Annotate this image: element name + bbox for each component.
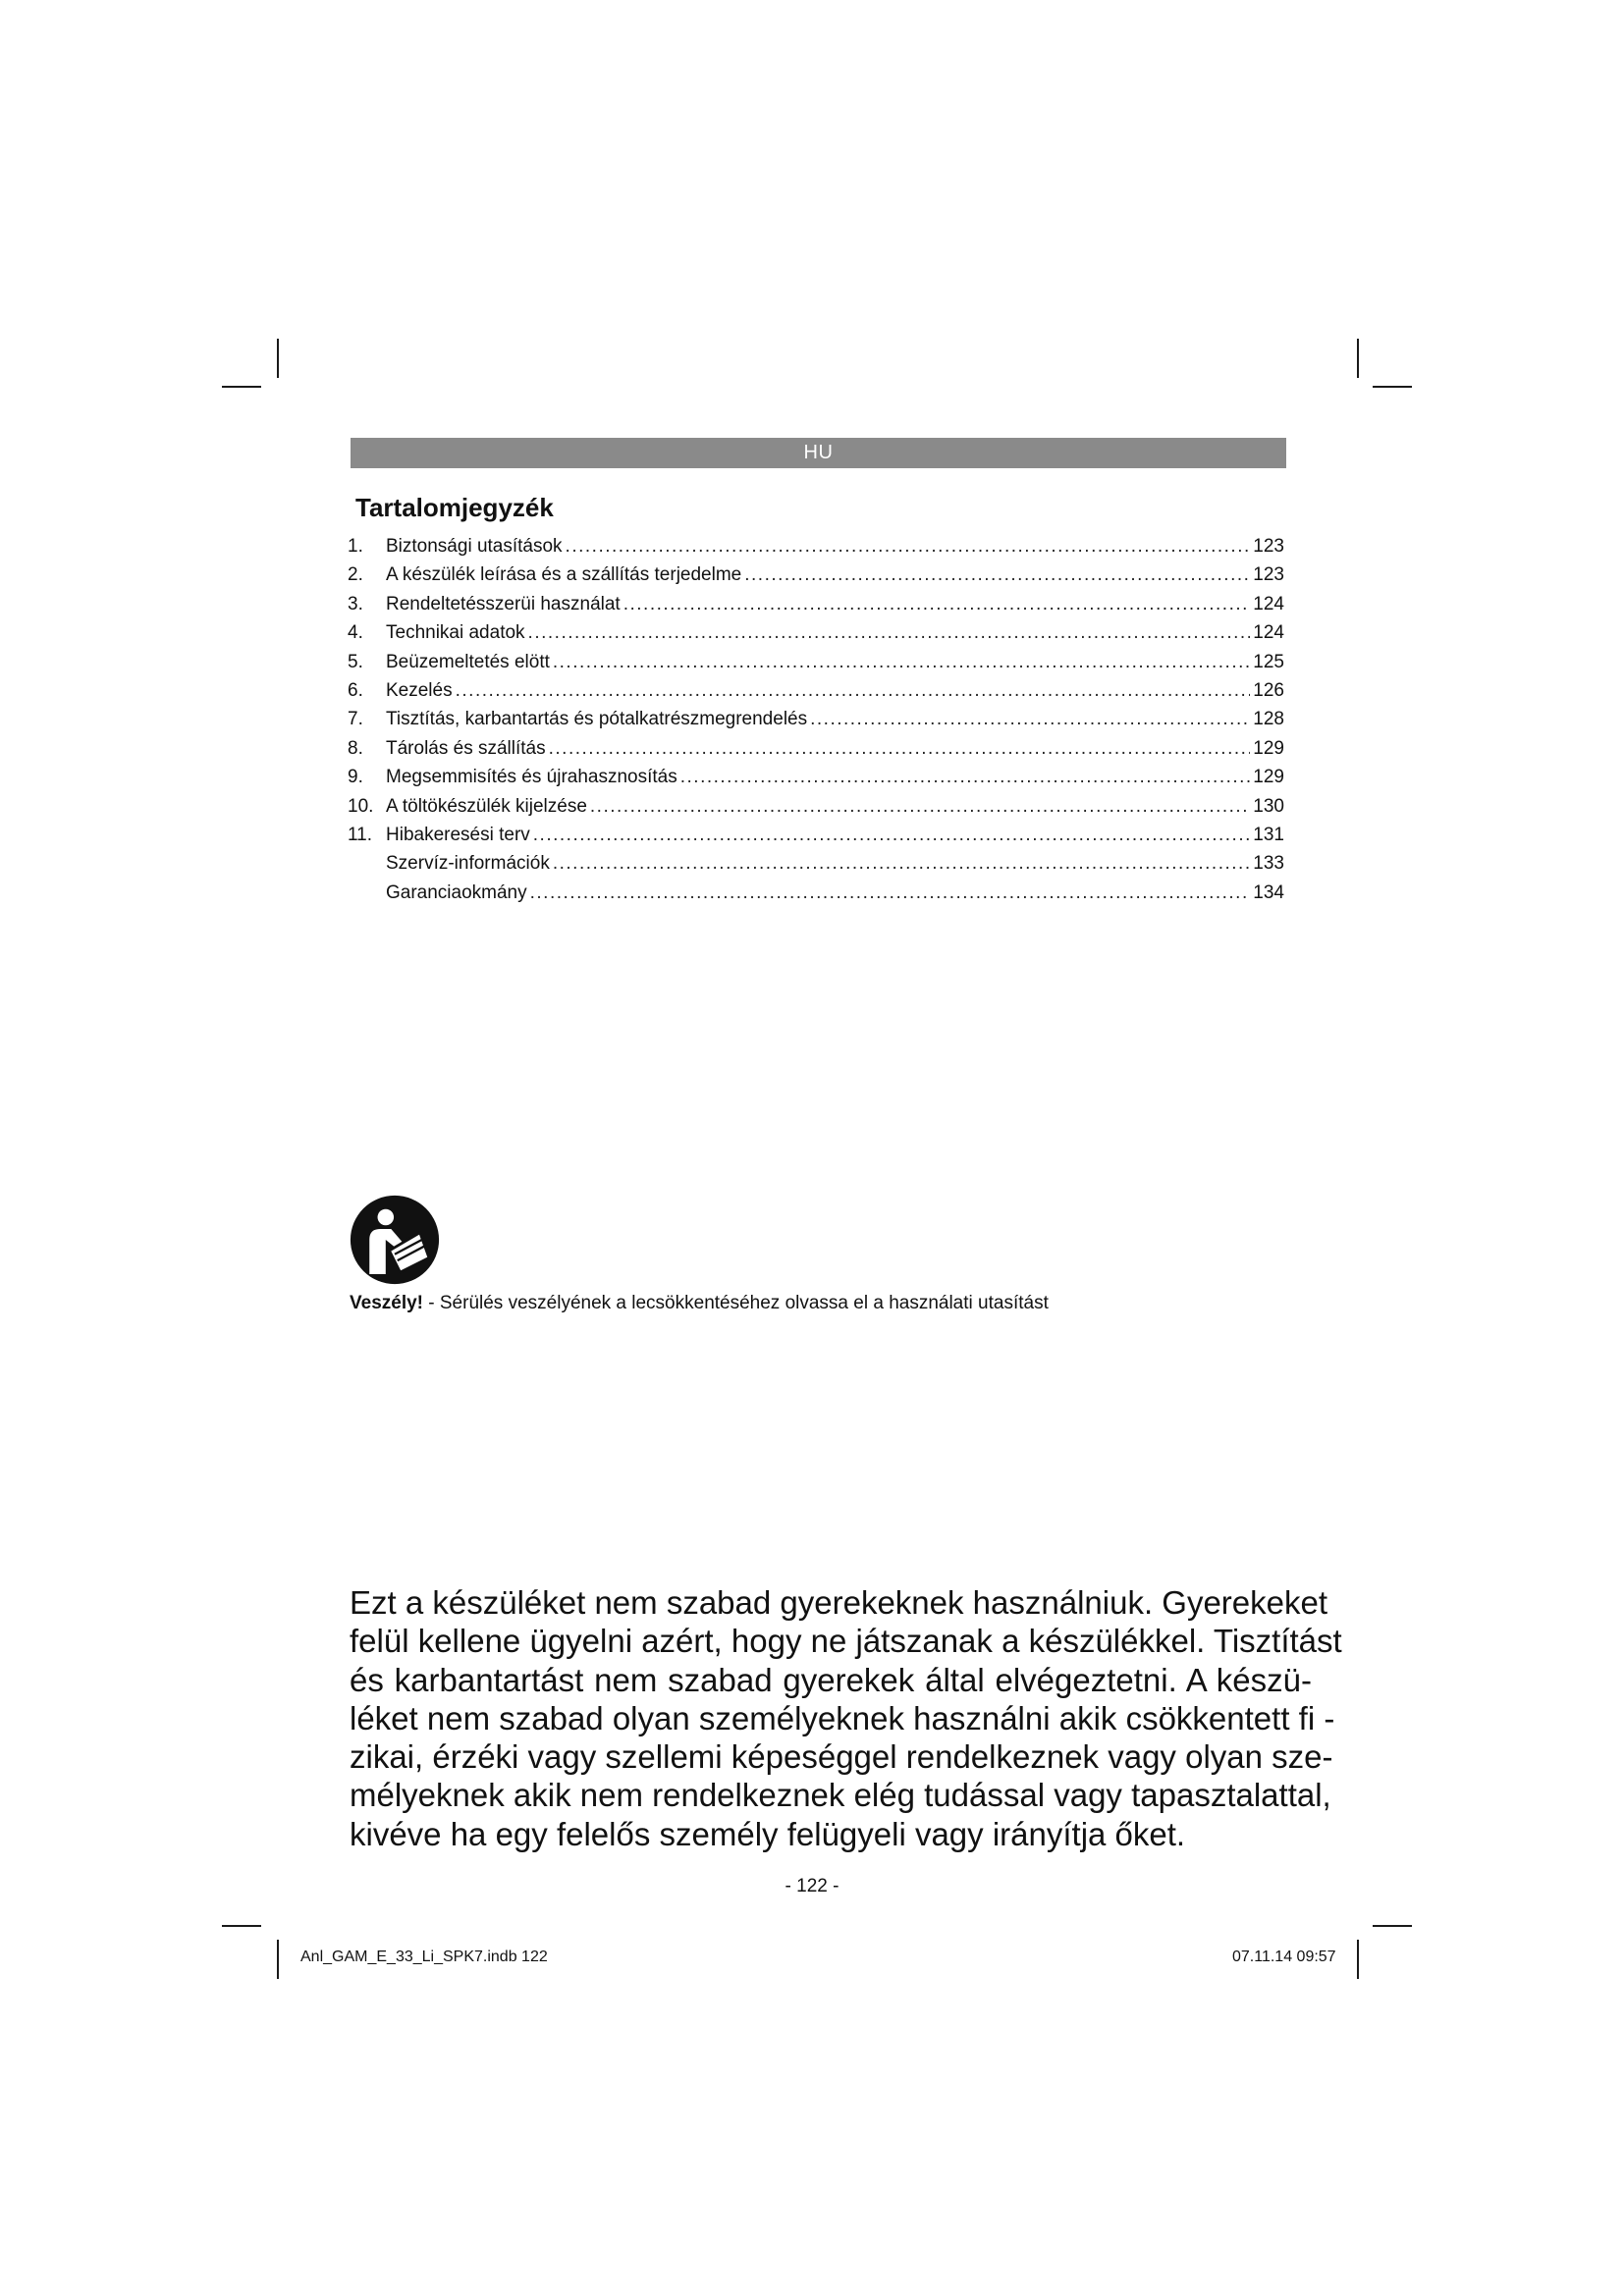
toc-entry-page: 123 <box>1253 536 1284 557</box>
warning-text <box>350 1293 1049 1314</box>
file-slug: Anl_GAM_E_33_Li_SPK7.indb 122 <box>300 1949 548 1965</box>
toc-entry-number: 8. <box>348 737 363 759</box>
toc-leader-dots <box>549 738 1251 760</box>
crop-mark-top-right-horizontal <box>1373 386 1412 388</box>
crop-mark-top-left-horizontal <box>222 386 261 388</box>
page-number: - 122 - <box>785 1876 839 1896</box>
toc-entry <box>348 882 1284 911</box>
toc-leader-dots <box>528 622 1251 644</box>
toc-entry-number: 4. <box>348 622 363 644</box>
toc-entry-number: 11. <box>348 824 373 845</box>
toc-entry-number: 10. <box>348 795 374 817</box>
crop-mark-top-right-vertical <box>1357 339 1359 378</box>
toc-leader-dots <box>744 564 1250 586</box>
crop-mark-bottom-right-vertical <box>1357 1940 1359 1979</box>
toc-entry-number: 6. <box>348 679 363 701</box>
notice-line: és karbantartást nem szabad gyerekek által elvégeztetni. A készü- <box>350 1661 1312 1698</box>
toc-leader-dots <box>680 767 1251 788</box>
toc-entry-page: 125 <box>1253 651 1284 672</box>
toc-entry-page: 124 <box>1253 622 1284 644</box>
toc-entry-page: 134 <box>1253 881 1284 903</box>
toc-title: Tartalomjegyzék <box>355 493 554 522</box>
date-slug: 07.11.14 09:57 <box>1232 1949 1336 1965</box>
toc-entry-number: 3. <box>348 593 363 614</box>
language-tab <box>351 438 1286 468</box>
toc-entry <box>348 536 1284 564</box>
toc-entry-page: 133 <box>1253 853 1284 875</box>
child-safety-notice <box>350 1583 1342 1853</box>
language-code: HU <box>803 442 834 463</box>
toc-entry-label: Rendeltetésszerüi használat <box>386 593 621 614</box>
table-of-contents <box>348 536 1284 911</box>
toc-leader-dots <box>566 536 1251 558</box>
toc-entry <box>348 709 1284 737</box>
toc-leader-dots <box>623 594 1251 615</box>
toc-entry-label: Hibakeresési terv <box>386 824 530 845</box>
toc-entry <box>348 622 1284 651</box>
toc-entry-label: Tárolás és szállítás <box>386 737 546 759</box>
toc-entry-page: 130 <box>1253 795 1284 817</box>
toc-entry-page: 131 <box>1253 824 1284 845</box>
notice-line: kivéve ha egy felelős személy felügyeli vagy irányítja őket. <box>350 1815 1186 1852</box>
warning-message: - Sérülés veszélyének a lecsökkentéséhez olvassa el a használati utasítást <box>423 1293 1049 1313</box>
toc-leader-dots <box>530 882 1251 904</box>
toc-entry-label: Biztonsági utasítások <box>386 536 563 557</box>
notice-line: zikai, érzéki vagy szellemi képeséggel rendelkeznek vagy olyan sze- <box>350 1738 1333 1776</box>
toc-leader-dots <box>456 680 1251 702</box>
crop-mark-bottom-right-horizontal <box>1373 1925 1412 1927</box>
toc-entry-label: A készülék leírása és a szállítás terjedelme <box>386 564 742 586</box>
toc-leader-dots <box>590 796 1250 818</box>
toc-leader-dots <box>553 853 1250 875</box>
notice-line: léket nem szabad olyan személyeknek használni akik csökkentett fi - <box>350 1699 1335 1736</box>
crop-mark-bottom-left-vertical <box>277 1940 279 1979</box>
toc-entry-label: Tisztítás, karbantartás és pótalkatrészmegrendelés <box>386 709 808 730</box>
toc-entry <box>348 564 1284 593</box>
toc-leader-dots <box>810 709 1250 730</box>
toc-entry-page: 123 <box>1253 564 1284 586</box>
toc-entry-label: Megsemmisítés és újrahasznosítás <box>386 767 677 788</box>
toc-leader-dots <box>533 825 1251 846</box>
toc-entry-number: 7. <box>348 709 363 730</box>
toc-entry-label: Technikai adatok <box>386 622 525 644</box>
toc-entry-label: A töltökészülék kijelzése <box>386 795 587 817</box>
toc-entry <box>348 652 1284 680</box>
toc-entry-label: Szervíz-információk <box>386 853 550 875</box>
toc-entry <box>348 796 1284 825</box>
toc-entry-page: 129 <box>1253 767 1284 788</box>
toc-entry <box>348 825 1284 853</box>
toc-entry-page: 126 <box>1253 679 1284 701</box>
toc-entry-number: 2. <box>348 564 363 586</box>
toc-entry <box>348 767 1284 795</box>
crop-mark-top-left-vertical <box>277 339 279 378</box>
toc-entry-number: 1. <box>348 536 363 557</box>
toc-entry <box>348 738 1284 767</box>
toc-entry-number: 5. <box>348 651 363 672</box>
notice-line: felül kellene ügyelni azért, hogy ne játszanak a készülékkel. Tisztítást <box>350 1623 1342 1660</box>
warning-label: Veszély! <box>350 1293 423 1313</box>
toc-entry-label: Garanciaokmány <box>386 881 527 903</box>
toc-entry-number: 9. <box>348 767 363 788</box>
read-manual-icon <box>350 1195 440 1285</box>
toc-entry <box>348 853 1284 881</box>
toc-entry-page: 128 <box>1253 709 1284 730</box>
notice-line: mélyeknek akik nem rendelkeznek elég tudással vagy tapasztalattal, <box>350 1777 1331 1814</box>
toc-leader-dots <box>553 652 1250 673</box>
toc-entry-page: 129 <box>1253 737 1284 759</box>
crop-mark-bottom-left-horizontal <box>222 1925 261 1927</box>
toc-entry <box>348 594 1284 622</box>
toc-entry-label: Beüzemeltetés elött <box>386 651 550 672</box>
notice-line: Ezt a készüléket nem szabad gyerekeknek használniuk. Gyerekeket <box>350 1584 1328 1621</box>
toc-entry-page: 124 <box>1253 593 1284 614</box>
toc-entry-label: Kezelés <box>386 679 453 701</box>
toc-entry <box>348 680 1284 709</box>
